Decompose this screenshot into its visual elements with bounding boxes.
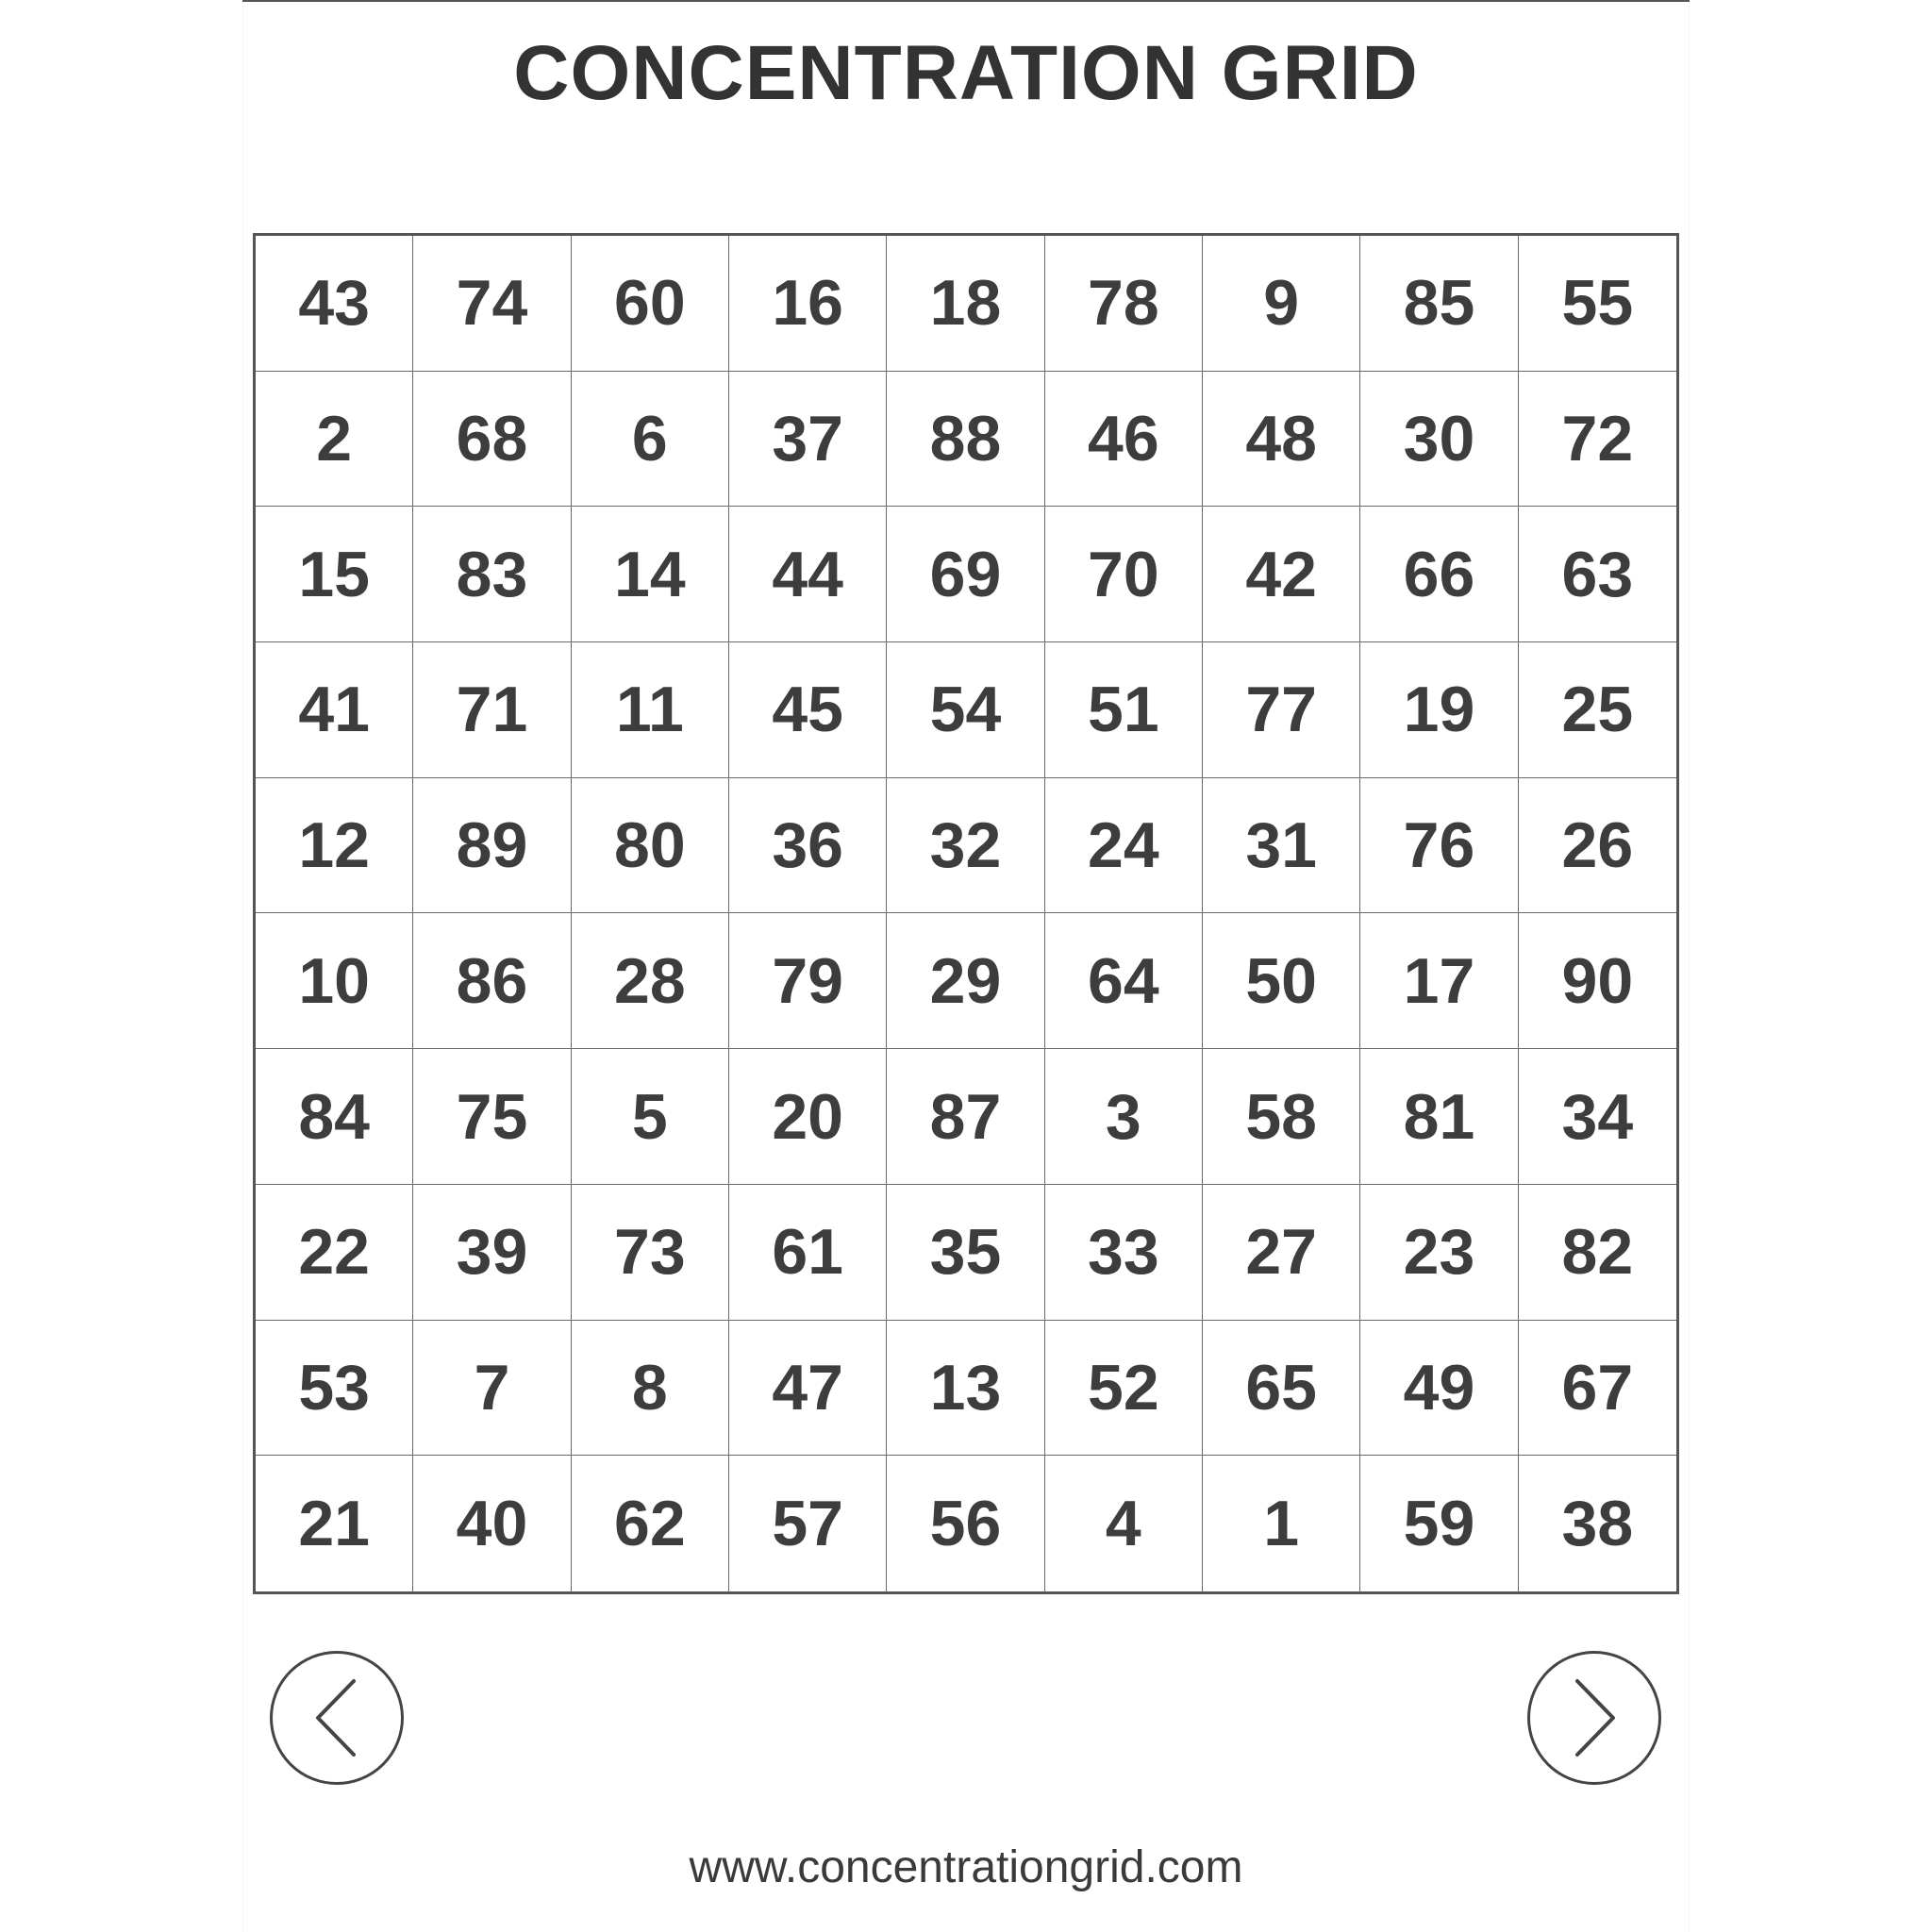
grid-cell[interactable]: 41 bbox=[256, 642, 413, 778]
grid-cell[interactable]: 25 bbox=[1519, 642, 1676, 778]
grid-cell[interactable]: 83 bbox=[413, 507, 571, 642]
grid-cell[interactable]: 21 bbox=[256, 1456, 413, 1591]
grid-cell[interactable]: 71 bbox=[413, 642, 571, 778]
previous-button[interactable] bbox=[270, 1651, 404, 1785]
grid-cell[interactable]: 65 bbox=[1203, 1321, 1360, 1457]
grid-cell[interactable]: 23 bbox=[1360, 1185, 1518, 1321]
grid-cell[interactable]: 47 bbox=[729, 1321, 887, 1457]
top-divider bbox=[242, 0, 1690, 2]
page-title: CONCENTRATION GRID bbox=[513, 30, 1419, 116]
grid-cell[interactable]: 64 bbox=[1045, 913, 1203, 1049]
grid-cell[interactable]: 63 bbox=[1519, 507, 1676, 642]
grid-cell[interactable]: 12 bbox=[256, 778, 413, 914]
grid-cell[interactable]: 13 bbox=[887, 1321, 1044, 1457]
grid-cell[interactable]: 37 bbox=[729, 372, 887, 508]
grid-cell[interactable]: 36 bbox=[729, 778, 887, 914]
grid-cell[interactable]: 29 bbox=[887, 913, 1044, 1049]
grid-cell[interactable]: 40 bbox=[413, 1456, 571, 1591]
grid-cell[interactable]: 74 bbox=[413, 236, 571, 372]
grid-cell[interactable]: 75 bbox=[413, 1049, 571, 1185]
grid-cell[interactable]: 85 bbox=[1360, 236, 1518, 372]
grid-cell[interactable]: 56 bbox=[887, 1456, 1044, 1591]
grid-cell[interactable]: 84 bbox=[256, 1049, 413, 1185]
grid-cell[interactable]: 50 bbox=[1203, 913, 1360, 1049]
grid-cell[interactable]: 78 bbox=[1045, 236, 1203, 372]
grid-cell[interactable]: 80 bbox=[572, 778, 729, 914]
grid-cell[interactable]: 52 bbox=[1045, 1321, 1203, 1457]
grid-cell[interactable]: 9 bbox=[1203, 236, 1360, 372]
grid-cell[interactable]: 49 bbox=[1360, 1321, 1518, 1457]
grid-cell[interactable]: 46 bbox=[1045, 372, 1203, 508]
number-grid bbox=[253, 233, 1679, 1594]
grid-cell[interactable]: 87 bbox=[887, 1049, 1044, 1185]
grid-cell[interactable]: 24 bbox=[1045, 778, 1203, 914]
grid-cell[interactable]: 73 bbox=[572, 1185, 729, 1321]
grid-cell[interactable]: 77 bbox=[1203, 642, 1360, 778]
grid-cell[interactable]: 45 bbox=[729, 642, 887, 778]
grid-cell[interactable]: 38 bbox=[1561, 1488, 1634, 1560]
grid-cell[interactable]: 88 bbox=[887, 372, 1044, 508]
grid-cell[interactable]: 42 bbox=[1203, 507, 1360, 642]
chevron-left-icon bbox=[308, 1675, 365, 1760]
grid-cell[interactable]: 27 bbox=[1203, 1185, 1360, 1321]
grid-cell[interactable]: 4 bbox=[1045, 1456, 1203, 1591]
grid-cell[interactable]: 53 bbox=[256, 1321, 413, 1457]
grid-cell[interactable]: 54 bbox=[887, 642, 1044, 778]
grid-cell[interactable]: 68 bbox=[413, 372, 571, 508]
grid-cell[interactable]: 61 bbox=[729, 1185, 887, 1321]
grid-cell[interactable]: 44 bbox=[729, 507, 887, 642]
grid-cell[interactable]: 7 bbox=[413, 1321, 571, 1457]
grid-cell[interactable]: 10 bbox=[256, 913, 413, 1049]
grid-cell[interactable]: 34 bbox=[1519, 1049, 1676, 1185]
grid-cell[interactable]: 32 bbox=[887, 778, 1044, 914]
grid-cell[interactable]: 18 bbox=[887, 236, 1044, 372]
grid-cell[interactable]: 67 bbox=[1519, 1321, 1676, 1457]
grid-cell[interactable]: 51 bbox=[1045, 642, 1203, 778]
grid-cell[interactable]: 86 bbox=[413, 913, 571, 1049]
grid-cell[interactable]: 1 bbox=[1203, 1456, 1360, 1591]
grid-cell[interactable]: 89 bbox=[413, 778, 571, 914]
grid-cell[interactable]: 19 bbox=[1360, 642, 1518, 778]
grid-cell[interactable]: 16 bbox=[729, 236, 887, 372]
grid-cell[interactable]: 82 bbox=[1519, 1185, 1676, 1321]
grid-cell[interactable]: 8 bbox=[572, 1321, 729, 1457]
grid-cell[interactable]: 5 bbox=[572, 1049, 729, 1185]
grid-cell[interactable]: 20 bbox=[729, 1049, 887, 1185]
grid-cell[interactable]: 14 bbox=[572, 507, 729, 642]
grid-cell[interactable]: 72 bbox=[1519, 372, 1676, 508]
grid-cell[interactable]: 69 bbox=[887, 507, 1044, 642]
grid-cell[interactable]: 55 bbox=[1519, 236, 1676, 372]
grid-cell[interactable]: 62 bbox=[572, 1456, 729, 1591]
grid-cell[interactable]: 22 bbox=[256, 1185, 413, 1321]
next-button[interactable] bbox=[1527, 1651, 1661, 1785]
grid-cell[interactable]: 59 bbox=[1360, 1456, 1518, 1591]
grid-cell[interactable]: 39 bbox=[413, 1185, 571, 1321]
grid-cell[interactable]: 31 bbox=[1203, 778, 1360, 914]
grid-cell[interactable]: 90 bbox=[1519, 913, 1676, 1049]
grid-cell[interactable]: 81 bbox=[1360, 1049, 1518, 1185]
grid-cell[interactable]: 33 bbox=[1045, 1185, 1203, 1321]
grid-cell[interactable]: 17 bbox=[1360, 913, 1518, 1049]
grid-cell[interactable]: 30 bbox=[1360, 372, 1518, 508]
chevron-right-icon bbox=[1566, 1675, 1623, 1760]
grid-cell[interactable]: 3 bbox=[1045, 1049, 1203, 1185]
grid-cell[interactable]: 6 bbox=[572, 372, 729, 508]
grid-cell[interactable]: 35 bbox=[887, 1185, 1044, 1321]
grid-cell[interactable]: 57 bbox=[729, 1456, 887, 1591]
footer-website-url: www.concentrationgrid.com bbox=[689, 1842, 1243, 1892]
grid-cell[interactable]: 2 bbox=[256, 372, 413, 508]
grid-cell[interactable]: 28 bbox=[572, 913, 729, 1049]
grid-cell[interactable]: 58 bbox=[1203, 1049, 1360, 1185]
grid-cell[interactable]: 70 bbox=[1045, 507, 1203, 642]
grid-cell[interactable]: 66 bbox=[1360, 507, 1518, 642]
grid-cell[interactable]: 76 bbox=[1360, 778, 1518, 914]
grid-cell[interactable]: 26 bbox=[1519, 778, 1676, 914]
grid-cell[interactable]: 15 bbox=[256, 507, 413, 642]
grid-cell[interactable]: 79 bbox=[729, 913, 887, 1049]
grid-cell[interactable]: 48 bbox=[1203, 372, 1360, 508]
grid-cell[interactable]: 11 bbox=[572, 642, 729, 778]
grid-cell[interactable]: 43 bbox=[256, 236, 413, 372]
grid-cell[interactable]: 60 bbox=[572, 236, 729, 372]
